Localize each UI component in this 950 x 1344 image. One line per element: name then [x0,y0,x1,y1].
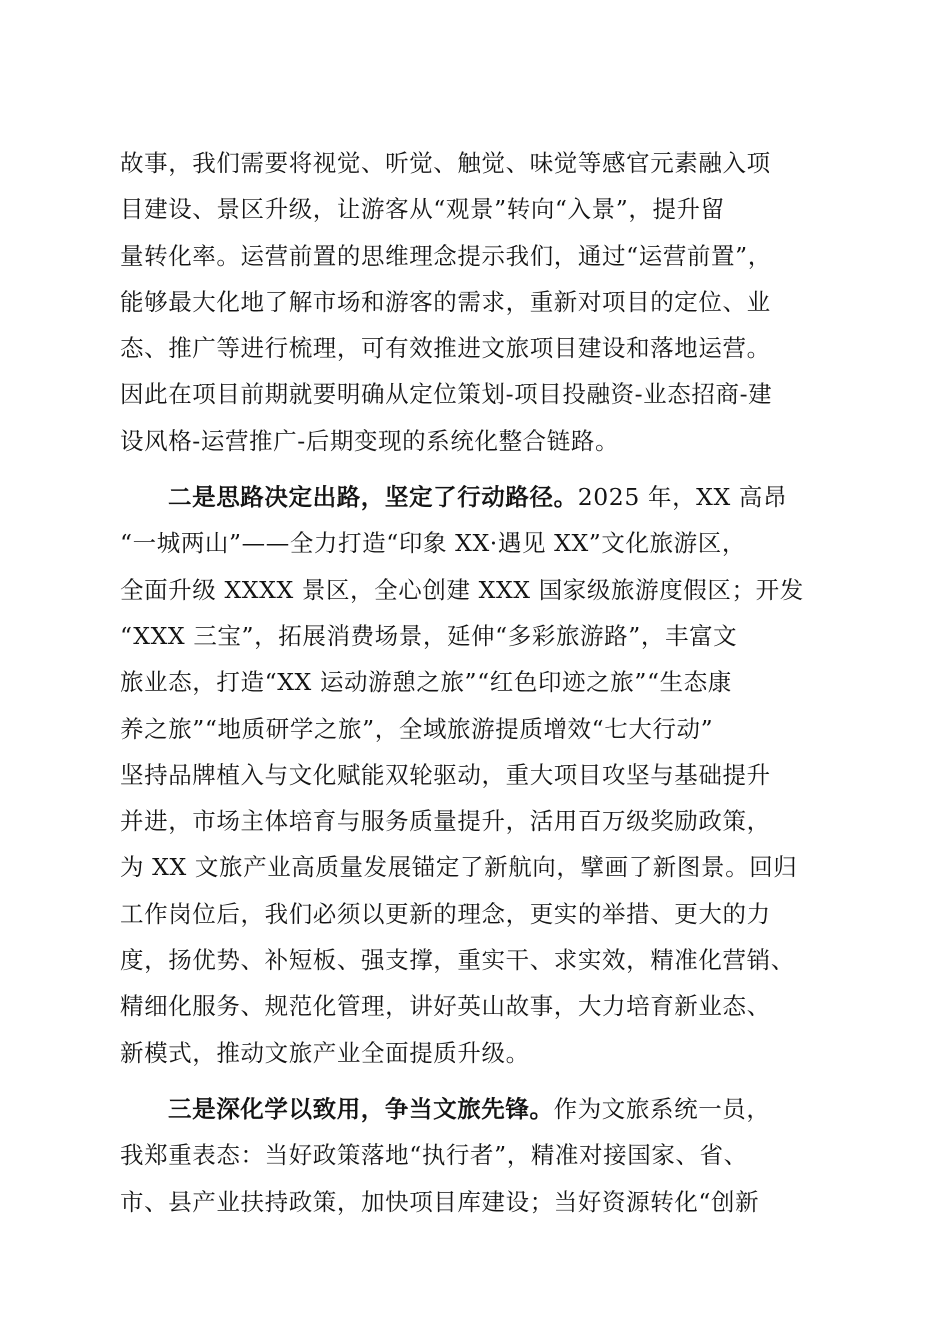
paragraph-heading: 三是深化学以致用，争当文旅先锋。 [168,1094,554,1123]
text-line: 我郑重表态：当好政策落地“执行者”，精准对接国家、省、 [120,1141,748,1170]
text-line: 并进，市场主体培育与服务质量提升，活用百万级奖励政策， [120,807,771,836]
text-line: 为 XX 文旅产业高质量发展锚定了新航向，擘画了新图景。回归 [120,853,798,882]
text-line-rest: 作为文旅系统一员， [553,1094,771,1123]
text-line: “一城两山”——全力打造“印象 XX·遇见 XX”文化旅游区， [120,529,746,558]
text-line: 能够最大化地了解市场和游客的需求，重新对项目的定位、业 [120,287,771,316]
text-line: 态、推广等进行梳理，可有效推进文旅项目建设和落地运营。 [120,334,771,363]
text-line: 坚持品牌植入与文化赋能双轮驱动，重大项目攻坚与基础提升 [120,760,771,789]
paragraph-heading: 二是思路决定出路，坚定了行动路径。 [168,483,578,512]
paragraph-2 [120,474,832,1076]
text-line-rest: 2025 年，XX 高昂 [577,483,788,512]
text-line: 旅业态，打造“XX 运动游憩之旅”“红色印迹之旅”“生态康 [120,668,732,697]
text-line: 工作岗位后，我们必须以更新的理念，更实的举措、更大的力 [120,899,771,928]
text-line: 市、县产业扶持政策，加快项目库建设；当好资源转化“创新 [120,1187,760,1216]
text-line: 精细化服务、规范化管理，讲好英山故事，大力培育新业态、 [120,992,771,1021]
text-line: 新模式，推动文旅产业全面提质升级。 [120,1038,530,1067]
paragraph-first-line [120,1086,832,1132]
text-line: 设风格-运营推广-后期变现的系统化整合链路。 [120,426,620,455]
text-line: 养之旅”“地质研学之旅”，全域旅游提质增效“七大行动” [120,714,714,743]
paragraph-3 [120,1086,832,1225]
text-line: 度，扬优势、补短板、强支撑，重实干、求实效，精准化营销、 [120,946,795,975]
text-line: “XXX 三宝”，拓展消费场景，延伸“多彩旅游路”，丰富文 [120,621,738,650]
text-line: 量转化率。运营前置的思维理念提示我们，通过“运营前置”， [120,241,772,270]
text-line: 故事，我们需要将视觉、听觉、触觉、味觉等感官元素融入项 [120,149,771,177]
text-line: 因此在项目前期就要明确从定位策划-项目投融资-业态招商-建 [120,380,773,409]
text-line: 全面升级 XXXX 景区，全心创建 XXX 国家级旅游度假区；开发 [120,575,804,604]
paragraph-first-line [120,474,832,520]
document-body [120,140,832,1225]
paragraph-1 [120,140,832,464]
text-line: 目建设、景区升级，让游客从“观景”转向“入景”，提升留 [120,195,725,224]
